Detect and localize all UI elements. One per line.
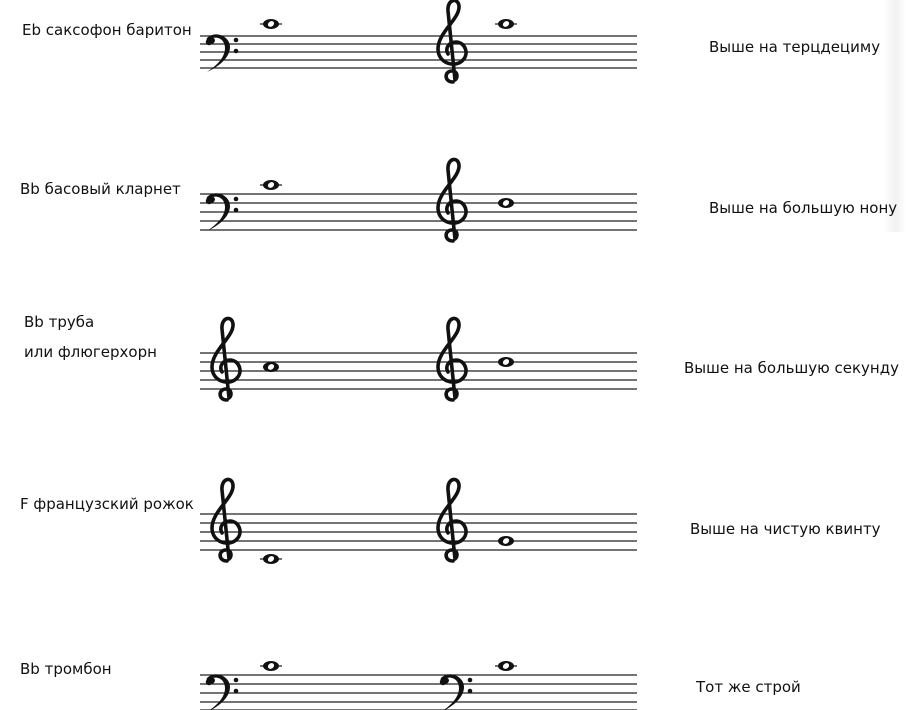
staff-row-4 (200, 479, 637, 564)
treble-clef-icon (438, 318, 466, 400)
interval-text-row-5: Тот же строй (696, 678, 801, 696)
whole-note-icon (498, 536, 514, 546)
whole-note-icon (498, 198, 514, 208)
treble-clef-icon (212, 318, 240, 400)
interval-text-row-3: Выше на большую секунду (684, 359, 899, 377)
whole-note-icon (263, 661, 279, 671)
staff-row-2 (200, 159, 637, 241)
instrument-label-line: F французский рожок (20, 495, 194, 513)
treble-clef-icon (438, 159, 466, 241)
bass-clef-icon (206, 674, 239, 710)
interval-text-row-2: Выше на большую нону (709, 199, 898, 217)
instrument-label-line: Bb труба (24, 313, 95, 331)
staff-row-1 (200, 0, 637, 82)
interval-text-row-4: Выше на чистую квинту (690, 520, 881, 538)
whole-note-icon (498, 357, 514, 367)
bass-clef-icon (440, 674, 473, 710)
whole-note-icon (263, 554, 279, 564)
instrument-label-line: Bb басовый кларнет (20, 180, 181, 198)
bass-clef-icon (206, 34, 239, 72)
whole-note-icon (263, 362, 279, 372)
whole-note-icon (498, 19, 514, 29)
treble-clef-icon (438, 0, 466, 82)
interval-text-row-1: Выше на терцдециму (709, 38, 881, 56)
treble-clef-icon (212, 479, 240, 561)
instrument-label-line: Eb саксофон баритон (22, 21, 192, 39)
staff-row-5 (200, 661, 637, 710)
whole-note-icon (498, 661, 514, 671)
treble-clef-icon (438, 479, 466, 561)
instrument-label-line: или флюгерхорн (24, 343, 157, 361)
whole-note-icon (263, 180, 279, 190)
staff-row-3 (200, 318, 637, 400)
whole-note-icon (263, 19, 279, 29)
instrument-label-line: Bb тромбон (20, 660, 112, 678)
